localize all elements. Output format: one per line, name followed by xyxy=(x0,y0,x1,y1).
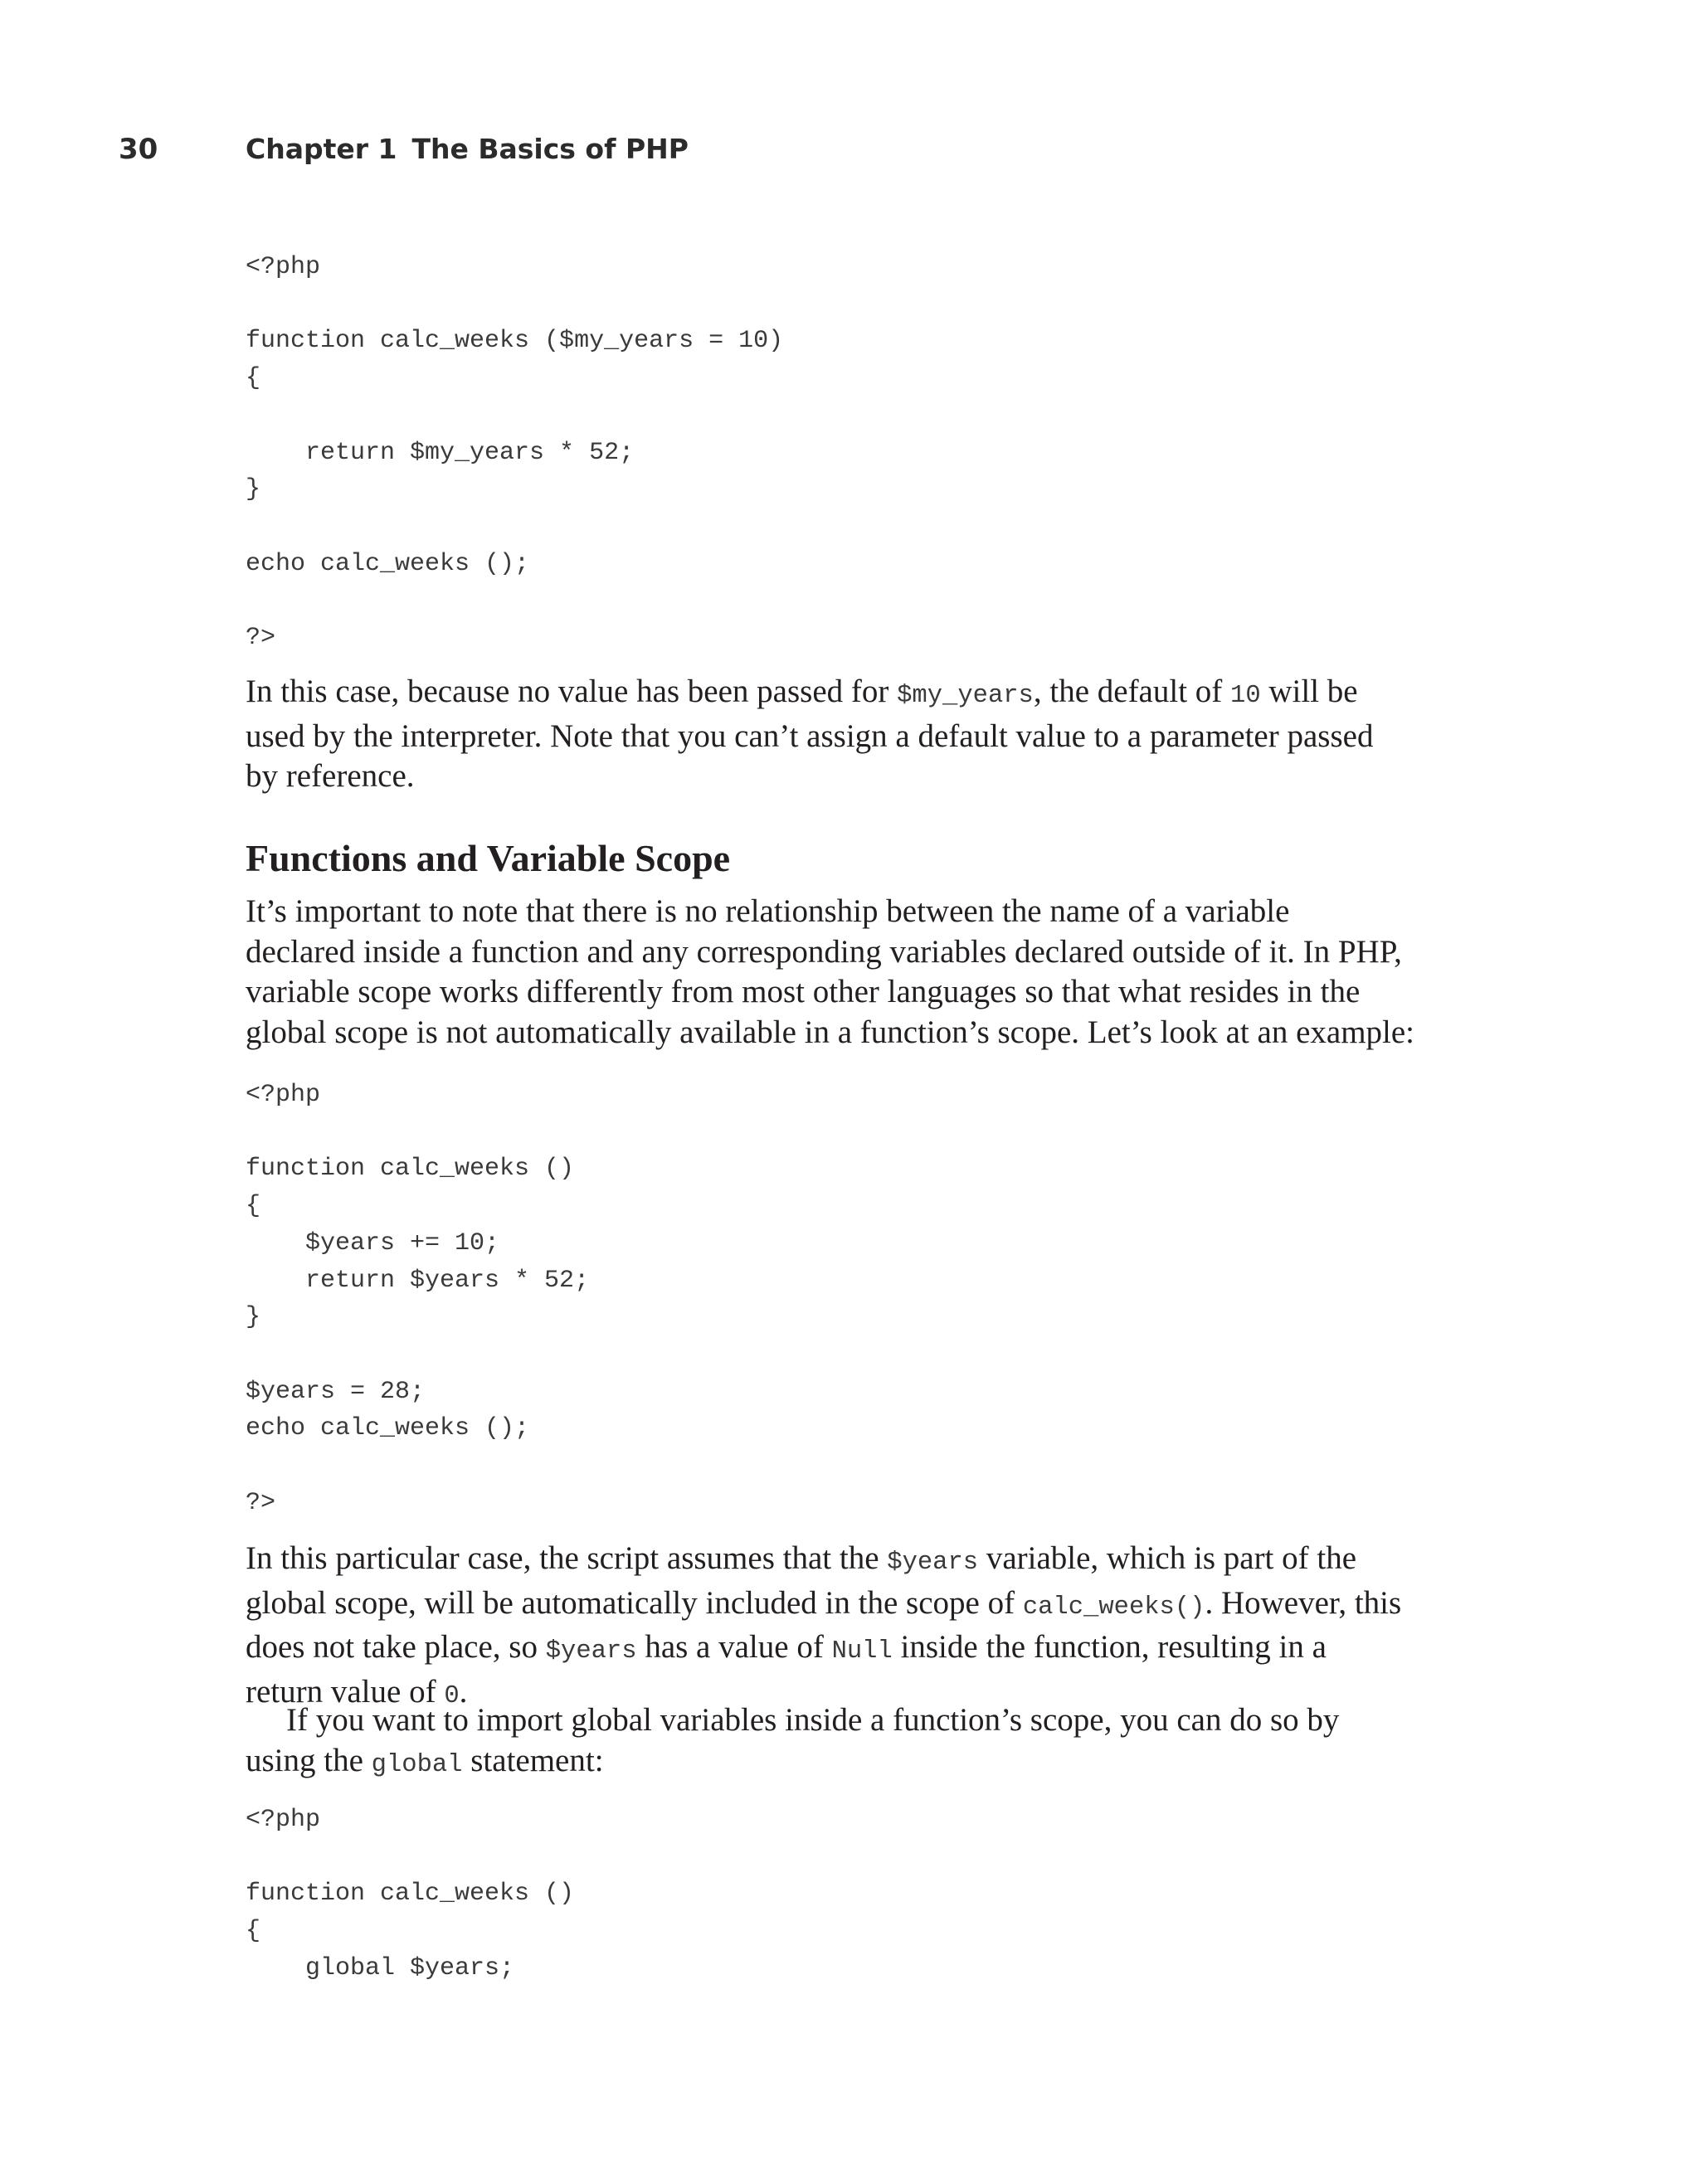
text-run: global scope, will be automatically included in the scope of xyxy=(246,1584,1023,1621)
inline-code: calc_weeks() xyxy=(1022,1593,1205,1622)
code-block-scope-example: <?php function calc_weeks () { $years += 10; return $years * 52; } $years = 28; echo calc_weeks (); ?> xyxy=(246,1081,590,1517)
text-run: If you want to import global variables inside a function’s scope, you can do so by xyxy=(286,1702,1340,1738)
running-header xyxy=(0,133,1699,174)
text-run: In this particular case, the script assumes that the xyxy=(246,1540,888,1576)
inline-code: $years xyxy=(887,1549,979,1577)
text-run: It’s important to note that there is no relationship between the name of a variable xyxy=(246,893,1290,929)
inline-code: $years xyxy=(545,1637,637,1666)
text-run: by reference. xyxy=(246,758,415,795)
section-heading: Functions and Variable Scope xyxy=(246,837,731,879)
text-run: . xyxy=(459,1674,468,1710)
text-run: using the xyxy=(246,1742,372,1778)
text-run: global scope is not automatically available in a function’s scope. Let’s look at an example: xyxy=(246,1014,1415,1051)
running-head xyxy=(246,133,689,165)
text-run: variable, which is part of the xyxy=(978,1540,1357,1576)
chapter-title: The Basics of PHP xyxy=(411,133,689,165)
text-run: declared inside a function and any corresponding variables declared outside of it. In PHP, xyxy=(246,933,1402,970)
page-number: 30 xyxy=(119,133,158,166)
paragraph-default-value xyxy=(246,672,1457,797)
text-run: , the default of xyxy=(1033,674,1231,709)
inline-code: $my_years xyxy=(897,682,1034,710)
text-run: will be xyxy=(1260,674,1358,709)
code-block-global-example: <?php function calc_weeks () { global $years; xyxy=(246,1806,575,1982)
text-run: return value of xyxy=(246,1674,445,1710)
text-run: used by the interpreter. Note that you can’t assign a default value to a parameter passed xyxy=(246,717,1374,754)
paragraph-scope-intro xyxy=(246,892,1457,1053)
text-run: . However, this xyxy=(1205,1584,1402,1621)
inline-code: Null xyxy=(831,1637,893,1666)
inline-code: global xyxy=(371,1750,463,1779)
paragraph-global-intro xyxy=(246,1700,1457,1785)
text-run: does not take place, so xyxy=(246,1629,546,1666)
text-run: variable scope works differently from most other languages so that what resides in the xyxy=(246,974,1361,1010)
chapter-label: Chapter 1 xyxy=(246,133,397,165)
inline-code: 0 xyxy=(444,1682,460,1711)
text-run: statement: xyxy=(462,1742,604,1778)
text-run: has a value of xyxy=(636,1629,832,1666)
code-block-default-parameter: <?php function calc_weeks ($my_years = 10) { return $my_years * 52; } echo calc_weeks (); ?> xyxy=(246,253,784,653)
inline-code: 10 xyxy=(1230,682,1261,710)
paragraph-scope-explanation xyxy=(246,1539,1457,1717)
text-run: inside the function, resulting in a xyxy=(892,1629,1327,1666)
text-run: In this case, because no value has been passed for xyxy=(246,674,898,709)
